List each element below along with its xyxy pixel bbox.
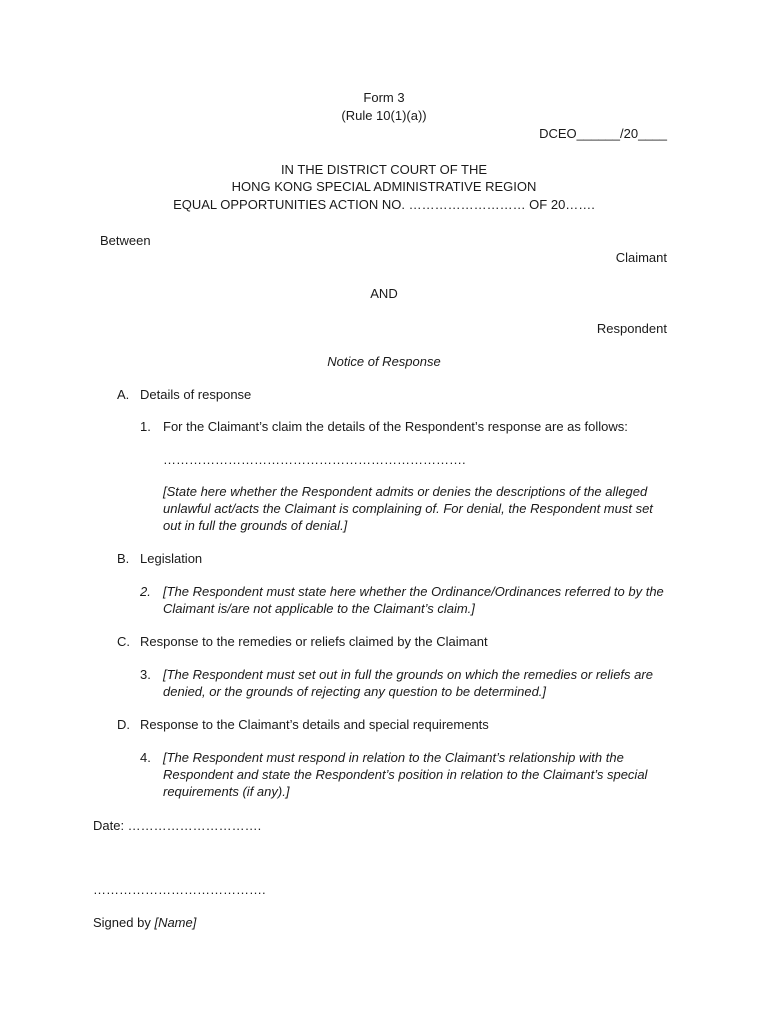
section-a-instruction: [State here whether the Respondent admits or denies the descriptions of the alleged unlawful act/acts the Claimant is complaining of. For denial, the Respondent must set out in full the grounds of denial.] — [163, 484, 653, 533]
section-a-item-text: For the Claimant’s claim the details of the Respondent’s response are as follows: — [163, 419, 628, 434]
section-b-letter: B. — [117, 551, 130, 566]
section-d-item-number: 4. — [140, 750, 151, 765]
rule-reference: (Rule 10(1)(a)) — [341, 108, 427, 123]
section-c-heading: Response to the remedies or reliefs claimed by the Claimant — [140, 634, 488, 649]
claimant-label: Claimant — [615, 250, 667, 265]
and-label: AND — [370, 286, 398, 301]
section-c-letter: C. — [117, 634, 130, 649]
form-title: Form 3 — [363, 90, 405, 105]
section-a-letter: A. — [117, 387, 130, 402]
between-label: Between — [100, 233, 151, 248]
section-d-instruction: [The Respondent must respond in relation to the Claimant’s relationship with the Respondent and state the Respondent’s position in relation to the Claimant’s special requirements (if any).] — [163, 750, 648, 799]
section-c-instruction: [The Respondent must set out in full the grounds on which the remedies or reliefs are denied, or the grounds of rejecting any question to be determined.] — [163, 667, 653, 699]
court-line-1: IN THE DISTRICT COURT OF THE — [280, 162, 488, 177]
section-b-heading: Legislation — [140, 551, 203, 566]
signed-by-line — [93, 914, 196, 931]
notice-title: Notice of Response — [327, 354, 441, 369]
section-d-heading: Response to the Claimant’s details and special requirements — [140, 717, 489, 732]
court-line-2: HONG KONG SPECIAL ADMINISTRATIVE REGION — [231, 179, 537, 194]
section-b-item-number: 2. — [140, 584, 151, 599]
section-b-instruction: [The Respondent must state here whether the Ordinance/Ordinances referred to by the Claimant is/are not applicable to the Claimant’s claim.] — [163, 584, 664, 616]
name-placeholder: [Name] — [154, 915, 197, 930]
case-reference: DCEO______/20____ — [539, 126, 667, 141]
section-d-letter: D. — [117, 717, 130, 732]
section-a-item-number: 1. — [140, 419, 151, 434]
action-number-line: EQUAL OPPORTUNITIES ACTION NO. ……………………… OF 20……. — [173, 197, 595, 212]
signature-line: …………………………………. — [93, 882, 266, 897]
section-a-dotted-line: ……………………………………………………………. — [163, 452, 466, 467]
section-a-heading: Details of response — [140, 387, 252, 402]
section-c-item-number: 3. — [140, 667, 151, 682]
respondent-label: Respondent — [596, 321, 667, 336]
date-line: Date: …………………………. — [93, 818, 262, 833]
signed-by-label: Signed by — [93, 915, 151, 930]
